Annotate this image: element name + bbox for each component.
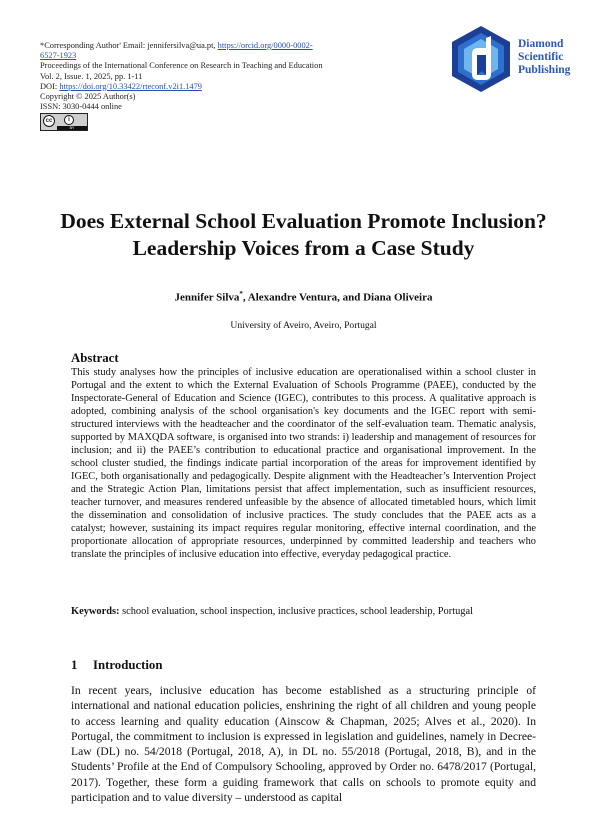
author-list <box>0 290 607 304</box>
doi-label: DOI: <box>40 81 60 91</box>
keywords <box>71 604 536 620</box>
cc-by-license-badge[interactable] <box>40 113 88 131</box>
corresponding-mark: * <box>239 290 243 298</box>
publisher-logo <box>448 24 588 94</box>
other-authors: , Alexandre Ventura, and Diana Oliveira <box>242 291 433 304</box>
section-number: 1 <box>71 658 78 672</box>
publisher-name-line2: Scientific <box>518 51 564 63</box>
paper-title <box>0 208 607 262</box>
keywords-list: school evaluation, school inspection, inclusive practices, school leadership, Portugal <box>119 606 473 617</box>
title-line-1: Does External School Evaluation Promote Inclusion? <box>60 209 547 233</box>
affiliation: University of Aveiro, Aveiro, Portugal <box>230 320 377 331</box>
volume-issue: Vol. 2, Issue. 1, 2025, pp. 1-11 <box>40 71 143 81</box>
by-label: BY <box>57 126 87 130</box>
publisher-name-line1: Diamond <box>518 38 564 50</box>
attribution-icon: i <box>64 115 74 125</box>
cc-icon: cc <box>43 115 55 127</box>
title-line-2: Leadership Voices from a Case Study <box>132 236 475 260</box>
keywords-label: Keywords: <box>71 606 120 617</box>
section-heading-introduction <box>71 658 162 673</box>
orcid-link-continued[interactable]: 6527-1923 <box>40 51 77 61</box>
copyright: Copyright © 2025 Author(s) <box>40 92 136 102</box>
doi-link[interactable]: https://doi.org/10.33422/rteconf.v2i1.1479 <box>59 81 202 91</box>
proceedings-name: Proceedings of the International Conference on Research in Teaching and Education <box>40 61 323 71</box>
introduction-text: In recent years, inclusive education has become established as a structuring principle of international and national education policies, enshrining the right of all children and young people to access learning and quality education (Ainscow & Chapman, 2025; Alves et al., 2020). In Portugal, the commitment to inclusion is expressed in legislation and guidelines, namely in Decree-Law (DL) no. 54/2018 (Portugal, 2018, A), in DL no. 55/2018 (Portugal, 2018, B), and in the Students’ Profile at the End of Compulsory Schooling, approved by Order no. 6478/2017 (Portugal, 2017). Together, these form a guiding framework that calls on schools to promote equity and participation and to value diversity – understood as capital <box>71 684 536 805</box>
corresponding-author: *Corresponding Author' Email: jennifersilva@ua.pt, <box>40 41 218 50</box>
author-jennifer-silva: Jennifer Silva <box>174 291 240 304</box>
issn: ISSN: 3030-0444 online <box>40 102 122 112</box>
publication-metadata <box>40 41 380 131</box>
diamond-hexagon-icon <box>448 24 514 94</box>
section-title: Introduction <box>93 658 163 672</box>
orcid-link[interactable]: https://orcid.org/0000-0002- <box>217 41 313 50</box>
abstract-heading: Abstract <box>71 351 119 365</box>
publisher-name-line3: Publishing <box>518 64 571 76</box>
abstract-text: This study analyses how the principles of inclusive education are operationalised within a school cluster in Portugal and the extent to which the External Evaluation of Schools Programme (PAEE), conducted by the Inspectorate-General of Education and Science (IGEC), contributes to this process. A qualitative approach is adopted, combining analysis of the school organisation's key documents and the IGEC report with semi-structured interviews with the headteacher and the coordinator of the self-evaluation team. Thematic analysis, supported by MAXQDA software, is organised into two strands: i) leadership and management of resources for inclusion; and ii) the PAEE’s contribution to educational practice and organisational improvement. In the school cluster studied, the findings indicate partial incorporation of the areas for improvement identified by IGEC, both organisationally and pedagogically. Despite alignment with the Headteacher’s Intervention Project and the Strategic Action Plan, limitations persist that affect implementation, such as insufficient resources, teacher turnover, and measures rendered unfeasible by the absence of allocated timetabled hours, which limit the dissemination and consolidation of inclusive practices. The study concludes that the PAEE acts as a catalyst; however, sustaining its impact requires regular monitoring, effective internal coordination, and the proportionate allocation of appropriate resources, underpinned by committed leadership and teachers who translate the principles of inclusive education into effective, everyday pedagogical practice. <box>71 367 536 560</box>
